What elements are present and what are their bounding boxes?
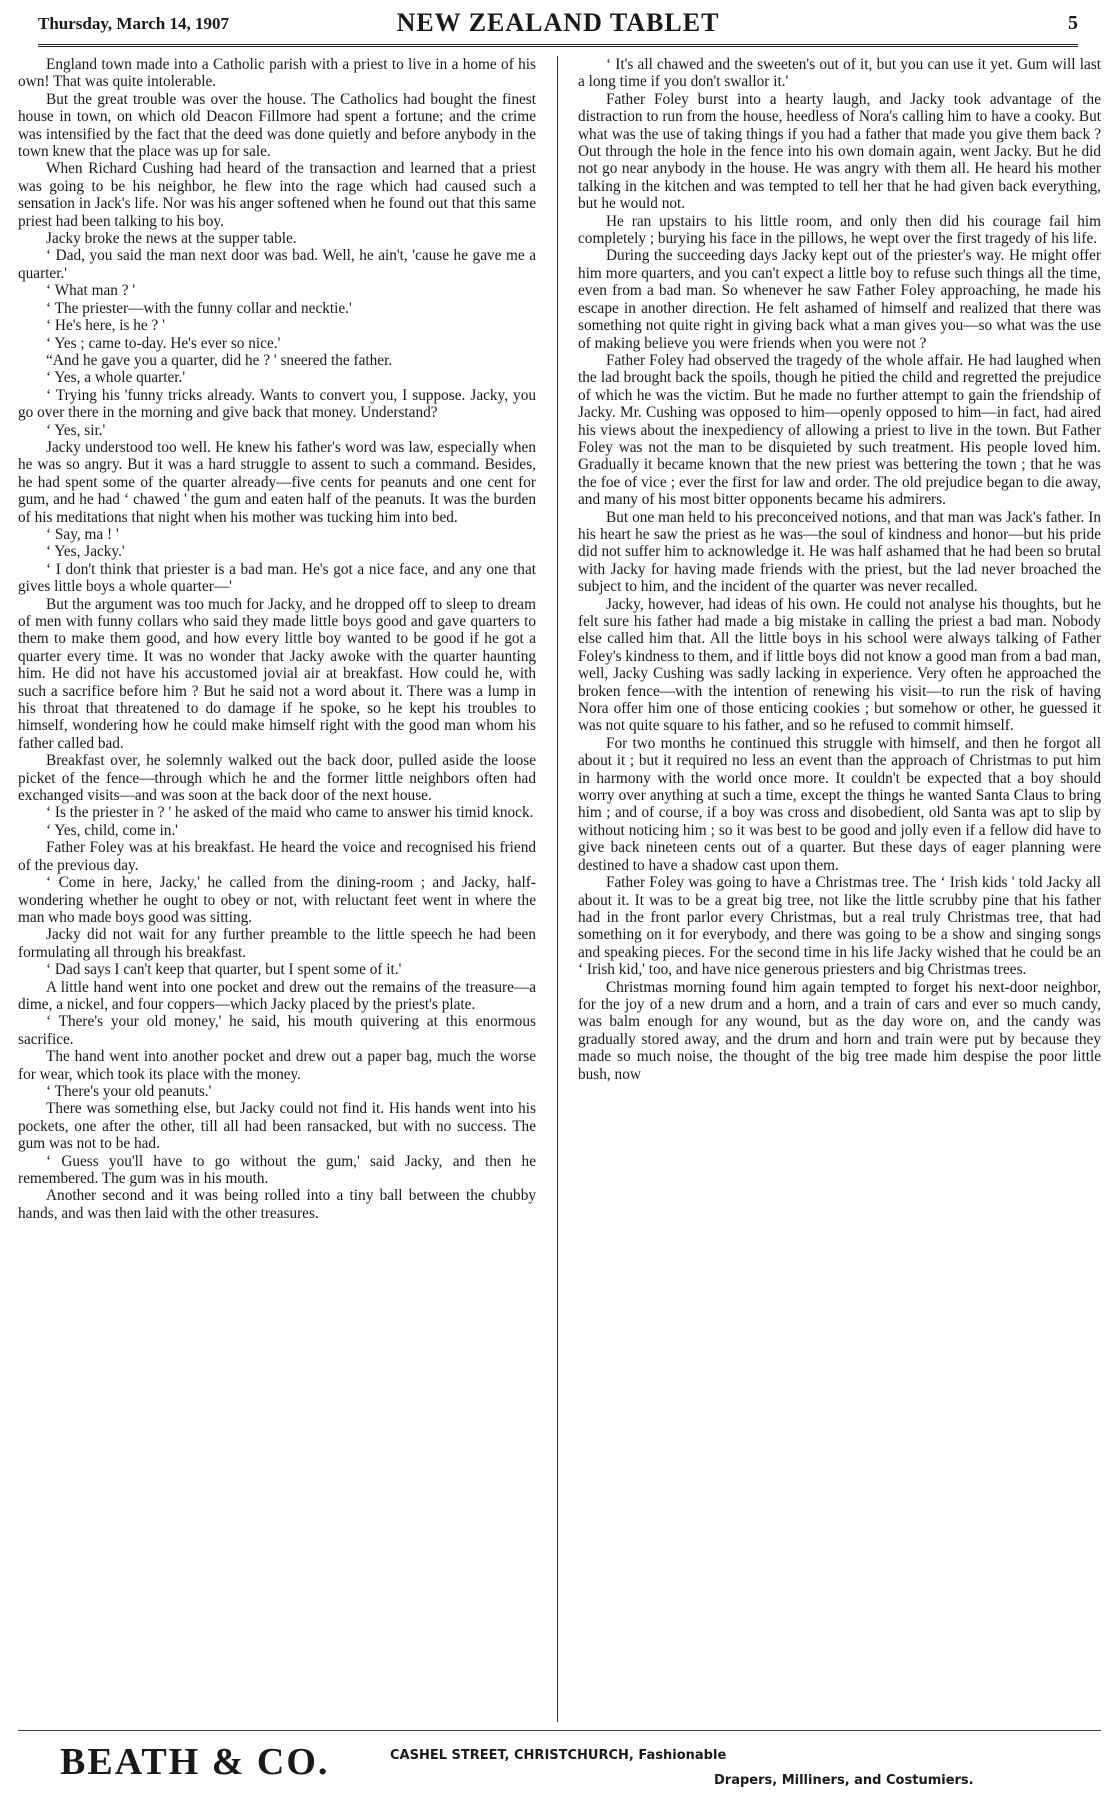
paragraph: A little hand went into one pocket and drew out the remains of the treasure—a dime, a nickel, and four coppers—which Jacky placed by the priest's plate.	[18, 978, 536, 1013]
page-header	[38, 6, 1078, 47]
paragraph: ‘ Yes ; came to-day. He's ever so nice.'	[46, 334, 281, 352]
paragraph: ‘ It's all chawed and the sweeten's out of it, but you can use it yet. Gum will last a long time if you don't swallor it.'	[578, 56, 1101, 91]
paragraph: ‘ Yes, a whole quarter.'	[46, 369, 186, 387]
paragraph: Jacky, however, had ideas of his own. He could not analyse his thoughts, but he felt sure his father had made a big mistake in calling the priest a bad man. Nobody else called him that. All the little boys in his school were always talking of Father Foley's kindness to them, and if little boys did not know a good man from a bad man, well, Jacky Cushing was sadly lacking in experience. Very often he approached the broken fence—with the intention of renewing his visit—to run the risk of having Nora offer him one of those enticing cookies ; but somehow or other, he guessed it was not quite square to his father, and so he refused to commit himself.	[578, 595, 1101, 735]
paragraph: ‘ Dad says I can't keep that quarter, but I spent some of it.'	[46, 961, 402, 979]
paragraph: There was something else, but Jacky could not find it. His hands went into his pockets, one after the other, till all had been ransacked, but with no success. The gum was not to be had.	[18, 1100, 536, 1153]
paragraph: ‘ Dad, you said the man next door was bad. Well, he ain't, 'cause he gave me a quarter.'	[18, 247, 536, 282]
paragraph: ‘ There's your old money,' he said, his mouth quivering at this enormous sacrifice.	[18, 1013, 536, 1048]
paragraph: ‘ The priester—with the funny collar and necktie.'	[46, 299, 352, 317]
advertiser-address: CASHEL STREET, CHRISTCHURCH, Fashionable	[390, 1748, 727, 1763]
paragraph: Jacky understood too well. He knew his father's word was law, especially when he was so angry. But it was a hard struggle to assent to such a command. Besides, he had spent some of the quarter already—five cents for peanuts and one cent for gum, and he had ‘ chawed ' the gum and eaten half of the peanuts. It was the burden of his meditations that night when his mother was tucking him into bed.	[18, 438, 536, 526]
advertiser-name: BEATH & CO.	[60, 1741, 330, 1783]
paragraph: He ran upstairs to his little room, and only then did his courage fail him completely ; burying his face in the pillows, he wept over the first tragedy of his life.	[578, 212, 1101, 248]
paragraph: When Richard Cushing had heard of the transaction and learned that a priest was going to be his neighbor, he flew into the rage which had caused such a sensation in Jack's life. Nor was his anger softened when he found out that this same priest had been talking to his boy.	[18, 160, 536, 230]
page-number: 5	[1068, 12, 1078, 34]
paragraph: But the great trouble was over the house. The Catholics had bought the finest house in town, on which old Deacon Fillmore had spent a fortune; and the crime was intensified by the fact that the deed was done quietly and before anybody in the town knew that the place was up for sale.	[18, 90, 536, 161]
paragraph: ‘ Guess you'll have to go without the gum,' said Jacky, and then he remembered. The gum was in his mouth.	[18, 1152, 536, 1187]
paragraph: ‘ He's here, is he ? '	[46, 317, 165, 335]
paragraph: England town made into a Catholic parish with a priest to live in a home of his own! That was quite intolerable.	[18, 56, 536, 91]
paragraph: Jacky broke the news at the supper table.	[46, 230, 297, 248]
right-column	[578, 56, 1101, 1716]
footer-rule	[18, 1730, 1101, 1731]
paragraph: “And he gave you a quarter, did he ? ' sneered the father.	[46, 351, 393, 369]
paragraph: ‘ What man ? '	[46, 282, 136, 300]
paragraph: ‘ Come in here, Jacky,' he called from the dining-room ; and Jacky, half-wondering whether he ought to obey or not, with reluctant feet went in where the man who made boys good was sitting.	[18, 874, 536, 926]
paragraph: Father Foley had observed the tragedy of the whole affair. He had laughed when the lad brought back the spoils, though he pitied the child and regretted the prejudice of which he was the victim. But he made no further attempt to gain the friendship of Jacky. Mr. Cushing was opposed to him—openly opposed to him—in fact, had aired his views about the inexpediency of allowing a priest to live in the town. But Father Foley was not the man to be disquieted by such treatment. His people loved him. Gradually it became known that the new priest was bettering the town ; that he was the foe of vice ; ever the first for law and order. The old prejudice began to die away, and many of his most bitter opponents became his admirers.	[578, 351, 1101, 509]
paragraph: Father Foley was going to have a Christmas tree. The ‘ Irish kids ' told Jacky all about it. It was to be a great big tree, not like the little scrubby pine that his father had in the front parlor every Christmas, but a real truly Christmas tree, that had something on it for everybody, and there was going to be a show and singing songs and speaking pieces. For the second time in his life Jacky wished that he could be an ‘ Irish kid,' too, and have nice generous priesters and big Christmas trees.	[578, 874, 1101, 979]
paragraph: Breakfast over, he solemnly walked out the back door, pulled aside the loose picket of the fence—through which he and the former little neighbors often had exchanged visits—and was soon at the back door of the next house.	[18, 752, 536, 805]
paragraph: Christmas morning found him again tempted to forget his next-door neighbor, for the joy of a new drum and a horn, and a train of cars and ever so much candy, was balm enough for any wound, but as the day wore on, and the candy was gradually stored away, and the drum and horn and train were put by because they made so much noise, the thought of the big tree made him despise the poor little bush, now	[578, 978, 1101, 1083]
paragraph: ‘ Yes, Jacky.'	[46, 543, 125, 561]
left-column	[18, 56, 536, 1716]
paragraph: But one man held to his preconceived notions, and that man was Jack's father. In his heart he saw the priest as he was—the soul of kindness and honor—but his pride did not suffer him to acknowledge it. He was half ashamed that he had been so brutal with Jacky for having made friends with the priest, but the lad never broached the subject to him, and the incident of the quarter was never recalled.	[578, 508, 1101, 596]
paragraph: ‘ Say, ma ! '	[46, 525, 119, 543]
paragraph: ‘ I don't think that priester is a bad man. He's got a nice face, and any one that gives little boys a whole quarter—'	[18, 560, 536, 596]
paragraph: Father Foley was at his breakfast. He heard the voice and recognised his friend of the previous day.	[18, 839, 536, 874]
paragraph: The hand went into another pocket and drew out a paper bag, much the worse for wear, which took its place with the money.	[18, 1048, 536, 1083]
paragraph: ‘ Is the priester in ? ' he asked of the maid who came to answer his timid knock.	[46, 804, 534, 822]
paragraph: Another second and it was being rolled into a tiny ball between the chubby hands, and was then laid with the other treasures.	[18, 1187, 536, 1222]
column-divider	[557, 56, 558, 1722]
paragraph: ‘ Trying his 'funny tricks already. Wants to convert you, I suppose. Jacky, you go over there in the morning and give back that money. Understand?	[18, 386, 536, 422]
paragraph: ‘ Yes, sir.'	[46, 421, 106, 439]
issue-date: Thursday, March 14, 1907	[38, 14, 229, 33]
paragraph: But the argument was too much for Jacky, and he dropped off to sleep to dream of men with funny collars who said they made little boys good and gave quarters to them to make them good, and how every little boy wanted to be good if he got a quarter every time. It was no wonder that Jacky awoke with the quarter haunting him. He did not have his accustomed jovial air at breakfast. How could he, with such a sacrifice before him ? But he said not a word about it. There was a lump in his throat that threatened to do damage if he spoke, so he kept his troubles to himself, wondering how he could make himself right with the good man whom his father called bad.	[18, 595, 536, 752]
paragraph: Jacky did not wait for any further preamble to the little speech he had been formulating all through his breakfast.	[18, 926, 536, 961]
paragraph: ‘ There's your old peanuts.'	[46, 1082, 212, 1100]
paragraph: For two months he continued this struggle with himself, and then he forgot all about it ; but it required no less an event than the approach of Christmas to put him in harmony with the world once more. It couldn't be expected that a boy should worry over anything at such a time, except the things he wanted Santa Claus to bring him ; and of course, if a boy was cross and disobedient, old Santa was apt to slip by without noticing him ; so it was best to be good and jolly even if a fellow did have to give back nineteen cents out of a quarter. But these days of eager planning were destined to have a shadow cast upon them.	[578, 734, 1101, 874]
paragraph: During the succeeding days Jacky kept out of the priester's way. He might offer him more quarters, and you can't expect a little boy to refuse such things all the time, even from a bad man. So whenever he saw Father Foley approaching, he made his escape in another direction. He felt ashamed of himself and realized that there was something not quite right in giving back what a man gives you—so what was the use of making believe you were friends when you were not ?	[578, 247, 1101, 352]
paragraph: Father Foley burst into a hearty laugh, and Jacky took advantage of the distraction to run from the house, heedless of Nora's calling him to have a cooky. But what was the use of taking things if you had a father that made you give them back ? Out through the hole in the fence into his own domain again, went Jacky. But he did not go near anybody in the house. He was angry with them all. He heard his mother talking in the kitchen and was tempted to tell her that he had given back everything, but he would not.	[578, 90, 1101, 213]
publication-title: NEW ZEALAND TABLET	[396, 8, 720, 37]
paragraph: ‘ Yes, child, come in.'	[46, 821, 178, 839]
advertiser-tagline: Drapers, Milliners, and Costumiers.	[714, 1773, 974, 1788]
